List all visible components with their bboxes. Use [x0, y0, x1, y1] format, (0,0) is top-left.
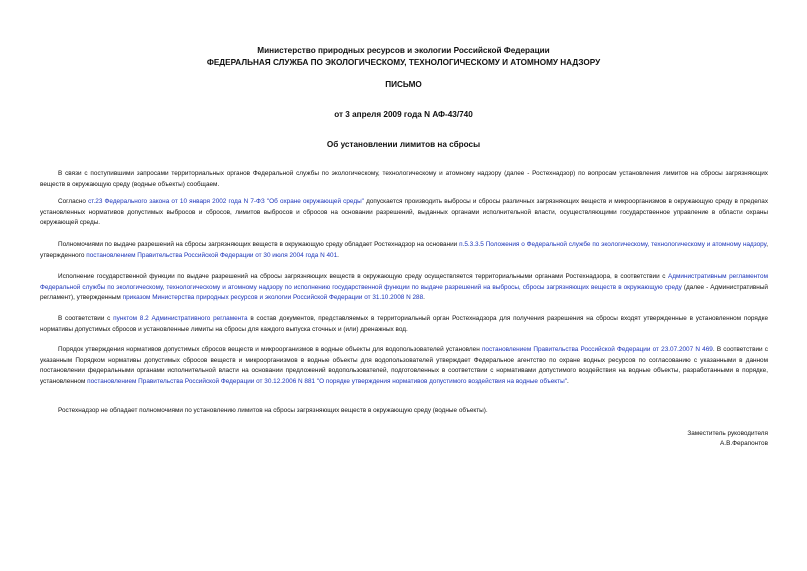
paragraph-2	[40, 197, 768, 229]
paragraph-text: .	[423, 294, 425, 302]
signatory-name: А.В.Ферапонтов	[720, 440, 768, 447]
paragraph-text: , утвержденного	[40, 241, 768, 259]
paragraph-text: (далее - Административный регламент), утвержденным	[40, 283, 768, 302]
paragraph-text: Порядок утверждения нормативов допустимых сбросов веществ и микроорганизмов в водные объекты для водопользователей установлен	[58, 346, 482, 353]
government-decree-881-link[interactable]: постановлением Правительства Российской Федерации от 30.12.2006 N 881 "О порядке утверждения нормативов допустимого воздействия на водные объекты"	[87, 377, 567, 385]
paragraph-text: в состав документов, представляемых в территориальный орган Ростехнадзора для получения разрешения на сбросы входят утвержденные в установленном порядке нормативы допустимых сбросов и установленные лимиты на сбросы для каждого выпуска сточных и (или) дренажных вод.	[40, 315, 768, 333]
signatory-position: Заместитель руководителя	[687, 430, 768, 437]
paragraph-text: Исполнение государственной функции по выдаче разрешений на сбросы загрязняющих веществ в окружающую среду осуществляется территориальными органами Ростехнадзора, в соответствии с	[58, 273, 668, 280]
government-decree-401-link[interactable]: постановлением Правительства Российской Федерации от 30 июля 2004 года N 401	[86, 251, 338, 259]
paragraph-3	[40, 240, 768, 261]
government-decree-469-link[interactable]: постановлением Правительства Российской Федерации от 23.07.2007 N 469	[481, 346, 713, 353]
document-subject: Об установлении лимитов на сбросы	[326, 140, 481, 149]
paragraph-4	[40, 272, 768, 304]
paragraph-text: Полномочиями по выдаче разрешений на сбросы загрязняющих веществ в окружающую среду обладает Ростехнадзор на основании	[58, 241, 460, 248]
paragraph-text: .	[337, 251, 339, 259]
document-date-number: от 3 апреля 2009 года N АФ-43/740	[334, 110, 473, 119]
regulation-clause-8-2-link[interactable]: пунктом 8.2 Административного регламента	[113, 315, 248, 322]
paragraph-text: .	[566, 377, 569, 385]
law-article-link[interactable]: ст.23 Федерального закона от 10 января 2002 года N 7-ФЗ "Об охране окружающей среды"	[88, 198, 364, 205]
paragraph-5	[40, 314, 768, 335]
administrative-regulation-link[interactable]: Административным регламентом Федеральной службы по экологическому, технологическому и атомному надзору по исполнению государственной функции по выдаче разрешений на выбросы, сбросы загрязняющих веществ в окружающую среду	[40, 273, 768, 291]
ministry-order-288-link[interactable]: приказом Министерства природных ресурсов и экологии Российской Федерации от 31.10.2008 N 288	[122, 294, 424, 302]
document-type: ПИСЬМО	[385, 80, 422, 89]
service-title: ФЕДЕРАЛЬНАЯ СЛУЖБА ПО ЭКОЛОГИЧЕСКОМУ, ТЕХНОЛОГИЧЕСКОМУ И АТОМНОМУ НАДЗОРУ	[206, 58, 601, 67]
paragraph-text: . В соответствии с указанным Порядком нормативы допустимых сбросов веществ и микроорганизмов в водные объекты для водопользователей утверждает Федеральное агентство по охране водных ресурсов по согласованию с указанными в данном постановлении федеральными органами исполнительной власти на основании предложений водопользователей, подготовленных в соответствии с нормативами допустимого воздействия на водные объекты, разработанными в порядке, установленном	[40, 346, 769, 385]
regulation-link[interactable]: Положения о Федеральной службе по экологическому, технологическому и атомному надзору	[485, 241, 767, 248]
paragraph-6	[40, 345, 768, 387]
paragraph-1: В связи с поступившими запросами территориальных органов Федеральной службы по экологическому, технологическому и атомному надзору (далее - Ростехнадзор) по вопросам установления лимитов на сбросы загрязняющих веществ в окружающую среду (водные объекты) сообщаем.	[40, 170, 768, 188]
paragraph-text: Согласно	[58, 198, 89, 205]
paragraph-text: В соответствии с	[58, 315, 114, 322]
paragraph-text: допускается производить выбросы и сбросы различных загрязняющих веществ и микроорганизмов в окружающую среду в пределах установленных нормативов допустимых выбросов и сбросов, лимитов выбросов и сбросов на основании разрешений, выданных органами исполнительной власти, осуществляющими государственное управление в области охраны окружающей среды.	[40, 198, 769, 227]
ministry-title: Министерство природных ресурсов и экологии Российской Федерации	[257, 46, 550, 55]
paragraph-7: Ростехнадзор не обладает полномочиями по установлению лимитов на сбросы загрязняющих веществ в окружающую среду (водные объекты).	[58, 407, 488, 414]
clause-link[interactable]: п.5.3.3.5	[459, 241, 484, 248]
